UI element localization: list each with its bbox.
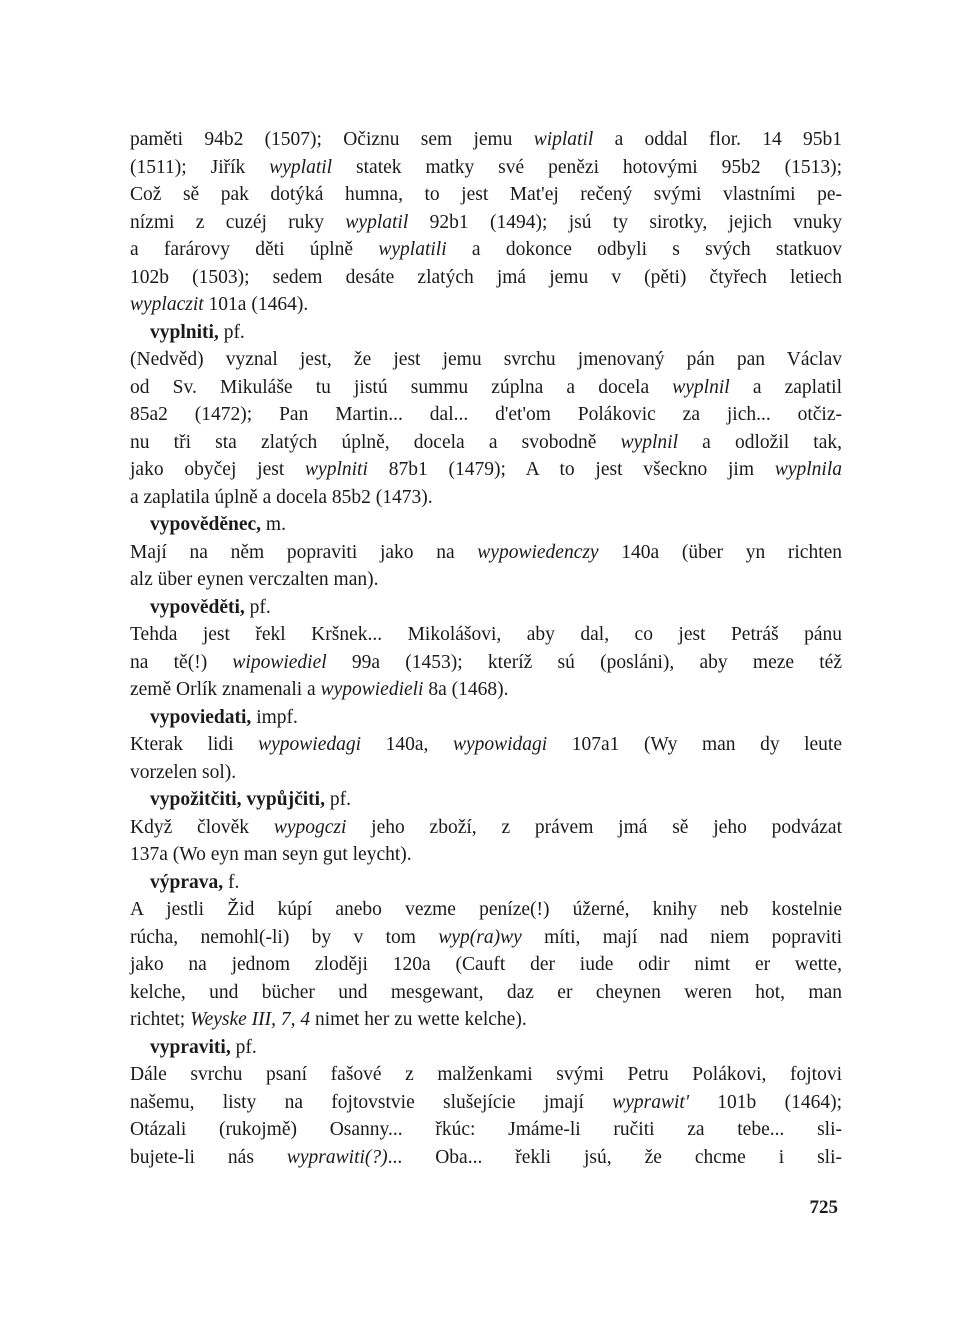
text-run: jeho zboží, z právem jmá sě jeho podvázat bbox=[346, 816, 842, 838]
entry-headword-line bbox=[130, 704, 842, 732]
text-run: Dále svrchu psaní fašové z malženkami svými Petru Polákovi, fojtovi bbox=[130, 1064, 842, 1085]
text-line bbox=[130, 181, 842, 209]
text-run: alz über eynen verczalten man). bbox=[130, 569, 379, 590]
quoted-form: wyplatili bbox=[378, 239, 447, 260]
quoted-form: Weyske III, 7, 4 bbox=[190, 1009, 311, 1030]
text-line bbox=[130, 1006, 842, 1034]
quoted-form: wyplatil bbox=[269, 156, 333, 178]
headword: vypraviti, bbox=[150, 1036, 231, 1058]
text-line bbox=[130, 539, 842, 567]
text-line bbox=[130, 566, 842, 594]
text-run: ... Oba... řekli jsú, že chcme i sli- bbox=[387, 1146, 842, 1168]
text-run: Tehda jest řekl Kršnek... Mikolášovi, aby dal, co jest Petráš pánu bbox=[130, 624, 842, 645]
text-run: 92b1 (1494); jsú ty sirotky, jejich vnuky bbox=[408, 211, 842, 233]
text-run: 8a (1468). bbox=[423, 679, 509, 700]
text-run: 102b (1503); sedem desáte zlatých jmá jemu v (pěti) čtyřech letiech bbox=[130, 266, 842, 288]
text-run: Když člověk bbox=[130, 816, 274, 838]
headword: vypověděti, bbox=[150, 596, 245, 618]
text-line bbox=[130, 951, 842, 979]
headword: vypožitčiti, vypůjčiti, bbox=[150, 789, 325, 810]
text-run: od Sv. Mikuláše tu jistú summu zúplna a docela bbox=[130, 376, 673, 398]
text-line bbox=[130, 896, 842, 924]
text-run: (Nedvěd) vyznal jest, že jest jemu svrchu jmenovaný pán pan Václav bbox=[130, 349, 842, 370]
grammatical-label: pf. bbox=[244, 596, 271, 618]
text-line bbox=[130, 456, 842, 484]
text-run: a zaplatila úplně a docela 85b2 (1473). bbox=[130, 486, 433, 508]
text-run: paměti 94b2 (1507); Očiznu sem jemu bbox=[130, 129, 534, 150]
quoted-form: wipowiediel bbox=[232, 651, 327, 673]
quoted-form: wyplniti bbox=[305, 459, 368, 480]
quoted-form: wyprawiti(?) bbox=[286, 1146, 388, 1168]
headword: vyplniti, bbox=[150, 321, 219, 343]
quoted-form: wypowiedieli bbox=[320, 679, 424, 700]
text-run: a oddal flor. 14 95b1 bbox=[593, 129, 843, 150]
quoted-form: wypowiedagi bbox=[258, 734, 362, 755]
text-run: a zaplatil bbox=[729, 376, 842, 398]
text-run: Otázali (rukojmě) Osanny... řkúc: Jmáme-li ručiti za tebe... sli- bbox=[130, 1119, 842, 1140]
headword: výprava, bbox=[150, 871, 224, 893]
quoted-form: wyplnil bbox=[620, 431, 678, 453]
quoted-form: wyplnila bbox=[774, 459, 842, 480]
text-line bbox=[130, 759, 842, 787]
quoted-form: wypowidagi bbox=[452, 734, 548, 755]
text-line bbox=[130, 649, 842, 677]
text-line bbox=[130, 264, 842, 292]
text-line bbox=[130, 346, 842, 374]
entry-headword-line bbox=[130, 511, 842, 539]
text-run: statek matky své penězi hotovými 95b2 (1513); bbox=[332, 156, 842, 178]
text-run: richtet; bbox=[130, 1009, 191, 1030]
text-line bbox=[130, 1089, 842, 1117]
text-line bbox=[130, 209, 842, 237]
quoted-form: wyplnil bbox=[672, 376, 730, 398]
text-run: 140a (über yn richten bbox=[598, 541, 843, 563]
entry-headword-line bbox=[130, 594, 842, 622]
entry-headword-line bbox=[130, 319, 842, 347]
text-line bbox=[130, 484, 842, 512]
text-run: míti, mají nad niem popraviti bbox=[521, 926, 842, 948]
text-run: Kterak lidi bbox=[130, 734, 259, 755]
text-run: 107a1 (Wy man dy leute bbox=[547, 734, 843, 755]
text-line bbox=[130, 841, 842, 869]
quoted-form: wyplaczit bbox=[130, 294, 204, 315]
text-run: 87b1 (1479); A to jest všeckno jim bbox=[367, 459, 775, 480]
text-line bbox=[130, 814, 842, 842]
text-run: 99a (1453); kteríž sú (posláni), aby meze též bbox=[326, 651, 842, 673]
quoted-form: wyplatil bbox=[345, 211, 409, 233]
grammatical-label: m. bbox=[261, 514, 286, 535]
text-run: nízmi z cuzéj ruky bbox=[130, 211, 346, 233]
text-line bbox=[130, 429, 842, 457]
text-run: (1511); Jiřík bbox=[130, 156, 270, 178]
quoted-form: wyprawit' bbox=[612, 1091, 689, 1113]
text-line bbox=[130, 291, 842, 319]
text-run: nu tři sta zlatých úplně, docela a svobodně bbox=[130, 431, 621, 453]
text-run: 137a (Wo eyn man seyn gut leycht). bbox=[130, 844, 412, 865]
text-line bbox=[130, 154, 842, 182]
text-line bbox=[130, 1061, 842, 1089]
text-run: vorzelen sol). bbox=[130, 761, 237, 783]
text-run: A jestli Žid kúpí anebo vezme peníze(!) úžerné, knihy neb kostelnie bbox=[130, 899, 842, 920]
text-run: jako na jednom zloději 120a (Cauft der iude odir nimt er wette, bbox=[130, 954, 842, 975]
text-run: bujete-li nás bbox=[130, 1146, 287, 1168]
entry-headword-line bbox=[130, 786, 842, 814]
grammatical-label: pf. bbox=[218, 321, 245, 343]
grammatical-label: impf. bbox=[251, 706, 298, 728]
text-run: rúcha, nemohl(-li) by v tom bbox=[130, 926, 439, 948]
text-run: na tě(!) bbox=[130, 651, 233, 673]
grammatical-label: pf. bbox=[324, 789, 351, 810]
text-line bbox=[130, 621, 842, 649]
text-run: 85a2 (1472); Pan Martin... dal... d'et'om Polákovic za jich... otčiz- bbox=[130, 404, 842, 425]
text-line bbox=[130, 676, 842, 704]
text-line bbox=[130, 236, 842, 264]
page-number: 725 bbox=[809, 1197, 838, 1218]
text-run: Mají na něm popraviti jako na bbox=[130, 541, 478, 563]
document-body bbox=[130, 126, 842, 1171]
headword: vypověděnec, bbox=[150, 514, 262, 535]
text-run: nimet her zu wette kelche). bbox=[310, 1009, 527, 1030]
text-run: a odložil tak, bbox=[678, 431, 842, 453]
text-run: země Orlík znamenali a bbox=[130, 679, 321, 700]
text-line bbox=[130, 126, 842, 154]
text-run: Což sě pak dotýká humna, to jest Mat'ej rečený svými vlastními pe- bbox=[130, 184, 842, 205]
quoted-form: wyp(ra)wy bbox=[438, 926, 522, 948]
text-run: a farárovy děti úplně bbox=[130, 239, 379, 260]
text-run: a dokonce odbyli s svých statkuov bbox=[446, 239, 842, 260]
text-line bbox=[130, 1116, 842, 1144]
text-run: jako obyčej jest bbox=[130, 459, 306, 480]
text-line bbox=[130, 401, 842, 429]
text-line bbox=[130, 731, 842, 759]
text-line bbox=[130, 924, 842, 952]
text-run: kelche, und bücher und mesgewant, daz er cheynen weren hot, man bbox=[130, 981, 842, 1003]
text-run: 101a (1464). bbox=[203, 294, 309, 315]
grammatical-label: f. bbox=[223, 871, 240, 893]
grammatical-label: pf. bbox=[230, 1036, 257, 1058]
quoted-form: wypogczi bbox=[273, 816, 347, 838]
text-run: našemu, listy na fojtovstvie slušejície jmají bbox=[130, 1091, 613, 1113]
text-run: 101b (1464); bbox=[689, 1091, 842, 1113]
text-line bbox=[130, 979, 842, 1007]
quoted-form: wypowiedenczy bbox=[477, 541, 599, 563]
entry-headword-line bbox=[130, 1034, 842, 1062]
headword: vypoviedati, bbox=[150, 706, 252, 728]
quoted-form: wiplatil bbox=[533, 129, 594, 150]
text-run: 140a, bbox=[361, 734, 453, 755]
text-line bbox=[130, 1144, 842, 1172]
text-line bbox=[130, 374, 842, 402]
entry-headword-line bbox=[130, 869, 842, 897]
